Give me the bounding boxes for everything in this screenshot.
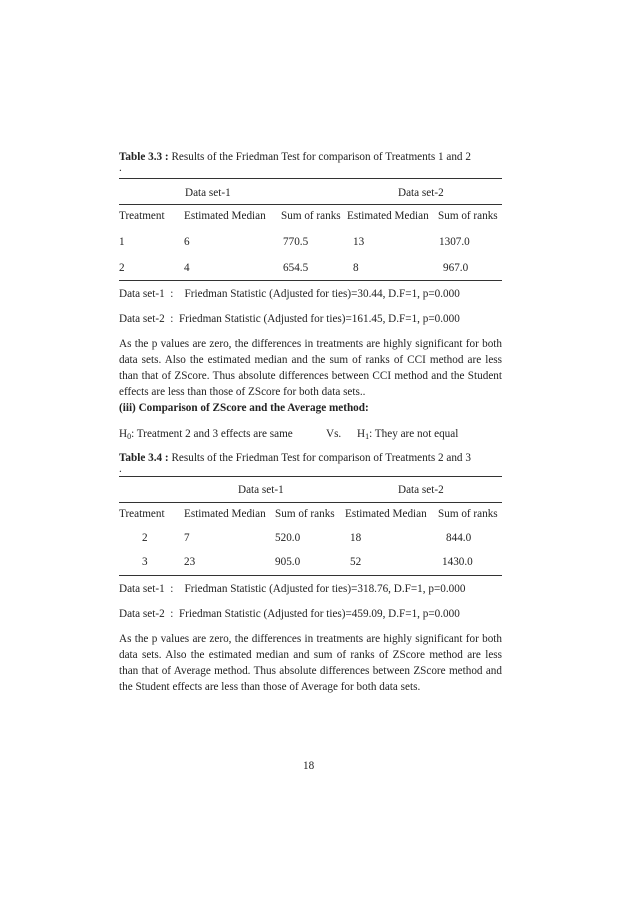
table33-header-median1: Estimated Median xyxy=(184,210,266,222)
table33-bottom-rule xyxy=(119,280,502,281)
h1-subscript: 1 xyxy=(365,432,370,441)
h0-subscript: 0 xyxy=(127,432,132,441)
table33-row2-ranks2: 967.0 xyxy=(443,262,469,274)
table34-caption-text: Results of the Friedman Test for comparison of Treatments 2 and 3 xyxy=(168,452,471,464)
page-number: 18 xyxy=(303,760,315,772)
table34-header-ranks1: Sum of ranks xyxy=(275,508,335,520)
table33-group2-header: Data set-2 xyxy=(398,187,444,199)
table34-row2-ranks2: 1430.0 xyxy=(442,556,473,568)
table33-row1-ranks1: 770.5 xyxy=(283,236,309,248)
table34-group2-header: Data set-2 xyxy=(398,484,444,496)
table34-row1-treatment: 2 xyxy=(142,532,148,544)
h0-prefix: H xyxy=(119,428,128,440)
table34-group1-header: Data set-1 xyxy=(238,484,284,496)
table33-row2-median2: 8 xyxy=(353,262,359,274)
table34-row2-ranks1: 905.0 xyxy=(275,556,301,568)
table33-caption xyxy=(119,151,471,164)
table34-row1-median2: 18 xyxy=(350,532,362,544)
h1-text: : They are not equal xyxy=(369,428,459,440)
table34-stat1: Data set-1 : Friedman Statistic (Adjusted for ties)=318.76, D.F=1, p=0.000 xyxy=(119,583,466,595)
table33-caption-tail: . xyxy=(119,162,122,174)
table33-paragraph: As the p values are zero, the differences in treatments are highly significant for both data sets. Also the estimated median and the sum of ranks of CCI method are less than that of ZScore. Thus absolute differences between CCI method and the Student effects are less than those of ZScore for both data sets.. xyxy=(119,338,502,398)
table33-header-treatment: Treatment xyxy=(119,210,165,222)
table34-row2-median2: 52 xyxy=(350,556,362,568)
table33-row1-median1: 6 xyxy=(184,236,190,248)
table33-group1-header: Data set-1 xyxy=(185,187,231,199)
table34-header-median2: Estimated Median xyxy=(345,508,427,520)
table33-top-rule xyxy=(119,178,502,179)
table34-bottom-rule xyxy=(119,575,502,576)
table33-row2-median1: 4 xyxy=(184,262,190,274)
table33-group-rule xyxy=(119,204,502,205)
table34-label: Table 3.4 : xyxy=(119,452,169,464)
table33-header-median2: Estimated Median xyxy=(347,210,429,222)
table34-top-rule xyxy=(119,476,502,477)
table34-row1-ranks1: 520.0 xyxy=(275,532,301,544)
table33-caption-text: Results of the Friedman Test for comparison of Treatments 1 and 2 xyxy=(168,151,471,163)
table34-header-ranks2: Sum of ranks xyxy=(438,508,498,520)
table33-header-ranks1: Sum of ranks xyxy=(281,210,341,222)
table34-caption-tail: . xyxy=(119,463,122,475)
hypothesis-line xyxy=(119,428,293,441)
table33-row1-treatment: 1 xyxy=(119,236,125,248)
table33-row1-median2: 13 xyxy=(353,236,365,248)
table33-row1-ranks2: 1307.0 xyxy=(439,236,470,248)
hypothesis-h1 xyxy=(357,428,458,441)
table34-header-median1: Estimated Median xyxy=(184,508,266,520)
hypothesis-vs: Vs. xyxy=(326,428,342,440)
h0-text: : Treatment 2 and 3 effects are same xyxy=(131,428,293,440)
h1-prefix: H xyxy=(357,428,366,440)
table33-stat1: Data set-1 : Friedman Statistic (Adjusted for ties)=30.44, D.F=1, p=0.000 xyxy=(119,288,460,300)
table33-stat2: Data set-2 : Friedman Statistic (Adjusted for ties)=161.45, D.F=1, p=0.000 xyxy=(119,313,460,325)
table33-row2-treatment: 2 xyxy=(119,262,125,274)
section-heading: (iii) Comparison of ZScore and the Average method: xyxy=(119,402,369,414)
table34-stat2: Data set-2 : Friedman Statistic (Adjusted for ties)=459.09, D.F=1, p=0.000 xyxy=(119,608,460,620)
table33-row2-ranks1: 654.5 xyxy=(283,262,309,274)
table33-header-ranks2: Sum of ranks xyxy=(438,210,498,222)
table34-row2-treatment: 3 xyxy=(142,556,148,568)
table34-header-treatment: Treatment xyxy=(119,508,165,520)
table34-row2-median1: 23 xyxy=(184,556,196,568)
table33-label: Table 3.3 : xyxy=(119,151,169,163)
table34-paragraph: As the p values are zero, the differences in treatments are highly significant for both data sets. Also the estimated median and sum of ranks of ZScore method are less than that of Average method. Thus absolute differences between ZScore method and the Student effects are less than those of Average for both data sets. xyxy=(119,633,502,693)
table34-row1-ranks2: 844.0 xyxy=(446,532,472,544)
table34-row1-median1: 7 xyxy=(184,532,190,544)
table34-group-rule xyxy=(119,502,502,503)
table34-caption xyxy=(119,452,471,465)
